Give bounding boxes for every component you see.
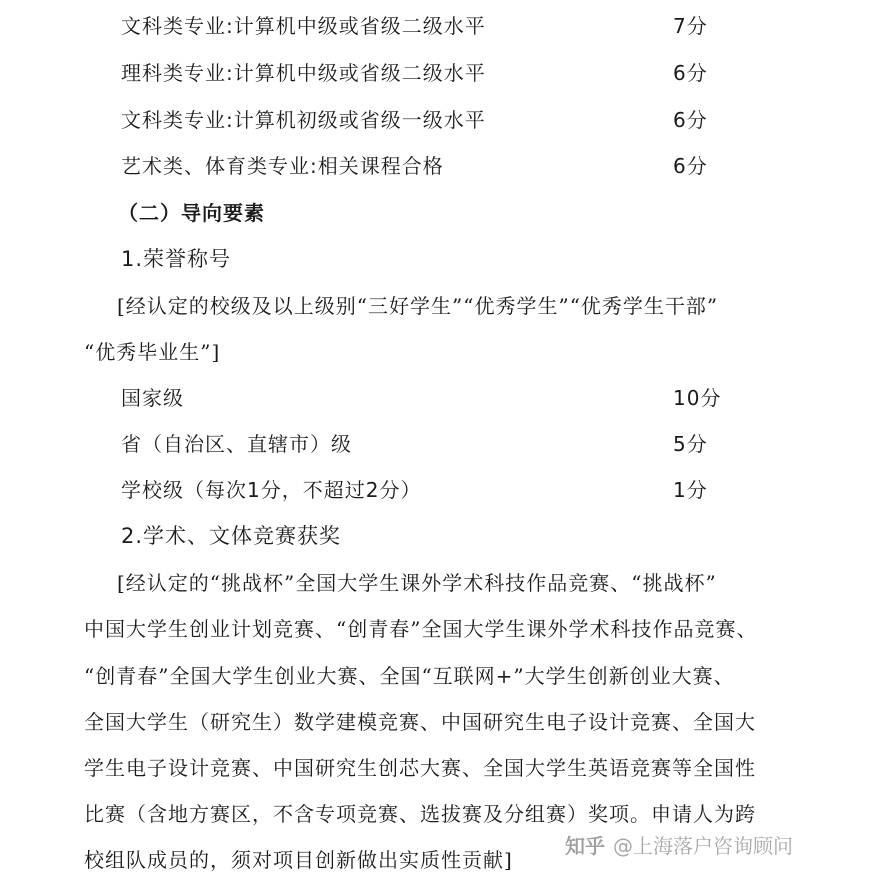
section-heading: （二）导向要素 — [118, 201, 265, 225]
score-points: 7分 — [673, 14, 708, 38]
score-item-label: 学校级（每次1分，不超过2分） — [121, 478, 422, 502]
competition-line-5: 学生电子设计竞赛、中国研究生创芯大赛、全国大学生英语竞赛等全国性 — [84, 756, 756, 780]
score-points: 10分 — [673, 386, 722, 410]
score-row-2 — [0, 53, 877, 93]
score-points: 6分 — [673, 154, 708, 178]
score-item-label: 艺术类、体育类专业:相关课程合格 — [121, 154, 444, 178]
score-row-1 — [0, 6, 877, 46]
score-row-3 — [0, 100, 877, 140]
score-item-label: 国家级 — [121, 386, 184, 410]
score-points: 5分 — [673, 432, 708, 456]
honor-note-line-1: [经认定的校级及以上级别“三好学生”“优秀学生”“优秀学生干部” — [117, 294, 719, 318]
honor-row-school — [0, 470, 877, 510]
watermark — [565, 826, 793, 866]
score-points: 1分 — [673, 478, 708, 502]
honor-heading: 1.荣誉称号 — [121, 247, 232, 271]
watermark-account: @上海落户咨询顾问 — [613, 834, 793, 858]
competition-line-1: [经认定的“挑战杯”全国大学生课外学术科技作品竞赛、“挑战杯” — [117, 571, 717, 595]
competition-line-6: 比赛（含地方赛区，不含专项竞赛、选拔赛及分组赛）奖项。申请人为跨 — [84, 802, 756, 826]
competition-line-2: 中国大学生创业计划竞赛、“创青春”全国大学生课外学术科技作品竞赛、 — [84, 617, 758, 641]
competition-line-7: 校组队成员的，须对项目创新做出实质性贡献] — [84, 848, 513, 872]
score-points: 6分 — [673, 108, 708, 132]
score-item-label: 省（自治区、直辖市）级 — [121, 432, 352, 456]
score-item-label: 理科类专业:计算机中级或省级二级水平 — [121, 61, 486, 85]
honor-note-line-2: “优秀毕业生”] — [84, 340, 221, 364]
competition-line-3: “创青春”全国大学生创业大赛、全国“互联网+”大学生创新创业大赛、 — [84, 664, 735, 688]
honor-row-provincial — [0, 424, 877, 464]
competition-line-4: 全国大学生（研究生）数学建模竞赛、中国研究生电子设计竞赛、全国大 — [84, 710, 756, 734]
score-item-label: 文科类专业:计算机初级或省级一级水平 — [121, 108, 486, 132]
honor-row-national — [0, 378, 877, 418]
score-points: 6分 — [673, 61, 708, 85]
zhihu-logo: 知乎 — [565, 834, 605, 858]
score-row-4 — [0, 146, 877, 186]
competition-heading: 2.学术、文体竞赛获奖 — [121, 524, 342, 548]
score-item-label: 文科类专业:计算机中级或省级二级水平 — [121, 14, 486, 38]
